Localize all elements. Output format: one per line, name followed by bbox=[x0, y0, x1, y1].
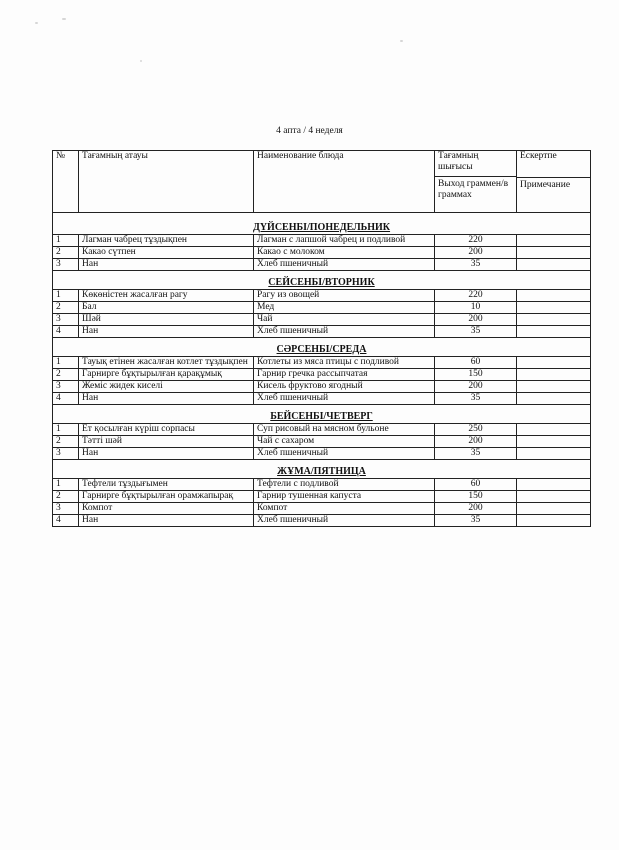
header-name-kz: Тағамның атауы bbox=[79, 151, 254, 213]
dish-name-kz: Гарнирге бұқтырылған орамжапырақ bbox=[79, 491, 254, 503]
table-row bbox=[53, 515, 591, 527]
day-header-row bbox=[53, 460, 591, 479]
table-row bbox=[53, 290, 591, 302]
dish-name-ru: Котлеты из мяса птицы с подливой bbox=[254, 357, 435, 369]
item-number: 2 bbox=[53, 436, 79, 448]
dish-name-kz: Какао сүтпен bbox=[79, 247, 254, 259]
dish-yield: 250 bbox=[435, 424, 517, 436]
dish-name-ru: Гарнир гречка рассыпчатая bbox=[254, 369, 435, 381]
dish-yield: 220 bbox=[435, 290, 517, 302]
header-yield bbox=[435, 151, 517, 213]
table-row bbox=[53, 424, 591, 436]
header-note-kz: Ескертпе bbox=[520, 151, 557, 161]
dish-note bbox=[517, 448, 591, 460]
dish-note bbox=[517, 314, 591, 326]
dish-name-ru: Хлеб пшеничный bbox=[254, 448, 435, 460]
dish-note bbox=[517, 247, 591, 259]
table-row bbox=[53, 326, 591, 338]
dish-note bbox=[517, 479, 591, 491]
dish-note bbox=[517, 235, 591, 247]
dish-name-ru: Лагман с лапшой чабрец и подливой bbox=[254, 235, 435, 247]
day-name: ДҮЙСЕНБІ/ПОНЕДЕЛЬНИК bbox=[53, 213, 591, 235]
dish-note bbox=[517, 436, 591, 448]
dish-name-ru: Какао с молоком bbox=[254, 247, 435, 259]
dish-name-ru: Гарнир тушенная капуста bbox=[254, 491, 435, 503]
page-title: 4 апта / 4 неделя bbox=[276, 126, 343, 136]
table-row bbox=[53, 479, 591, 491]
table-row bbox=[53, 448, 591, 460]
table-row bbox=[53, 247, 591, 259]
dish-yield: 35 bbox=[435, 326, 517, 338]
dish-yield: 60 bbox=[435, 479, 517, 491]
day-name: СӘРСЕНБІ/СРЕДА bbox=[53, 338, 591, 357]
item-number: 3 bbox=[53, 381, 79, 393]
day-name: БЕЙСЕНБІ/ЧЕТВЕРГ bbox=[53, 405, 591, 424]
item-number: 3 bbox=[53, 314, 79, 326]
day-name: СЕЙСЕНБІ/ВТОРНИК bbox=[53, 271, 591, 290]
dish-name-ru: Хлеб пшеничный bbox=[254, 326, 435, 338]
dish-name-kz: Лагман чабрец тұздықпен bbox=[79, 235, 254, 247]
item-number: 4 bbox=[53, 515, 79, 527]
dish-name-ru: Хлеб пшеничный bbox=[254, 515, 435, 527]
dish-note bbox=[517, 503, 591, 515]
dish-name-kz: Гарнирге бұқтырылған қарақұмық bbox=[79, 369, 254, 381]
item-number: 2 bbox=[53, 369, 79, 381]
day-name: ЖҰМА/ПЯТНИЦА bbox=[53, 460, 591, 479]
dish-name-kz: Нан bbox=[79, 259, 254, 271]
dish-note bbox=[517, 369, 591, 381]
dish-yield: 35 bbox=[435, 393, 517, 405]
dish-note bbox=[517, 393, 591, 405]
menu-table bbox=[52, 150, 591, 527]
dish-name-kz: Шәй bbox=[79, 314, 254, 326]
dish-yield: 35 bbox=[435, 515, 517, 527]
dish-name-kz: Тәтті шәй bbox=[79, 436, 254, 448]
dish-yield: 200 bbox=[435, 247, 517, 259]
item-number: 1 bbox=[53, 290, 79, 302]
item-number: 3 bbox=[53, 503, 79, 515]
dish-yield: 200 bbox=[435, 381, 517, 393]
dish-yield: 10 bbox=[435, 302, 517, 314]
header-num: № bbox=[53, 151, 79, 213]
dish-yield: 220 bbox=[435, 235, 517, 247]
dish-name-kz: Нан bbox=[79, 393, 254, 405]
table-row bbox=[53, 369, 591, 381]
dish-yield: 200 bbox=[435, 314, 517, 326]
dish-name-kz: Ет қосылған күріш сорпасы bbox=[79, 424, 254, 436]
dish-note bbox=[517, 259, 591, 271]
dish-note bbox=[517, 515, 591, 527]
dish-name-ru: Мед bbox=[254, 302, 435, 314]
scan-speck bbox=[62, 18, 66, 20]
day-header-row bbox=[53, 338, 591, 357]
table-row bbox=[53, 491, 591, 503]
day-header-row bbox=[53, 271, 591, 290]
table-row bbox=[53, 259, 591, 271]
header-yield-ru: Выход граммен/в граммах bbox=[435, 176, 516, 201]
dish-yield: 35 bbox=[435, 448, 517, 460]
item-number: 2 bbox=[53, 247, 79, 259]
dish-name-ru: Чай с сахаром bbox=[254, 436, 435, 448]
dish-name-ru: Чай bbox=[254, 314, 435, 326]
dish-yield: 35 bbox=[435, 259, 517, 271]
table-header-row bbox=[53, 151, 591, 213]
day-header-row bbox=[53, 405, 591, 424]
dish-name-ru: Рагу из овощей bbox=[254, 290, 435, 302]
table-row bbox=[53, 393, 591, 405]
dish-name-kz: Компот bbox=[79, 503, 254, 515]
dish-yield: 200 bbox=[435, 503, 517, 515]
table-row bbox=[53, 235, 591, 247]
dish-note bbox=[517, 491, 591, 503]
dish-name-ru: Компот bbox=[254, 503, 435, 515]
header-name-ru: Наименование блюда bbox=[254, 151, 435, 213]
item-number: 1 bbox=[53, 235, 79, 247]
table-row bbox=[53, 302, 591, 314]
dish-name-kz: Нан bbox=[79, 515, 254, 527]
dish-yield: 150 bbox=[435, 369, 517, 381]
dish-note bbox=[517, 357, 591, 369]
item-number: 2 bbox=[53, 302, 79, 314]
dish-name-ru: Суп рисовый на мясном бульоне bbox=[254, 424, 435, 436]
dish-name-kz: Бал bbox=[79, 302, 254, 314]
dish-name-ru: Хлеб пшеничный bbox=[254, 393, 435, 405]
dish-name-kz: Жеміс жидек киселі bbox=[79, 381, 254, 393]
day-header-row bbox=[53, 213, 591, 235]
menu-table-body bbox=[53, 151, 591, 527]
dish-name-kz: Нан bbox=[79, 448, 254, 460]
dish-name-kz: Тефтели тұздығымен bbox=[79, 479, 254, 491]
item-number: 1 bbox=[53, 479, 79, 491]
dish-yield: 150 bbox=[435, 491, 517, 503]
item-number: 1 bbox=[53, 357, 79, 369]
item-number: 4 bbox=[53, 326, 79, 338]
scan-speck bbox=[35, 22, 38, 24]
dish-yield: 60 bbox=[435, 357, 517, 369]
table-row bbox=[53, 314, 591, 326]
table-row bbox=[53, 357, 591, 369]
item-number: 3 bbox=[53, 448, 79, 460]
dish-note bbox=[517, 381, 591, 393]
scan-speck bbox=[400, 40, 403, 42]
item-number: 2 bbox=[53, 491, 79, 503]
dish-name-ru: Кисель фруктово ягодный bbox=[254, 381, 435, 393]
header-yield-kz: Тағамның шығысы bbox=[438, 151, 479, 172]
header-note-ru: Примечание bbox=[517, 177, 590, 191]
dish-note bbox=[517, 302, 591, 314]
scan-speck bbox=[140, 60, 142, 62]
dish-note bbox=[517, 326, 591, 338]
table-row bbox=[53, 436, 591, 448]
dish-name-kz: Көкөністен жасалған рагу bbox=[79, 290, 254, 302]
item-number: 4 bbox=[53, 393, 79, 405]
dish-name-ru: Тефтели с подливой bbox=[254, 479, 435, 491]
dish-name-kz: Тауық етінен жасалған котлет тұздықпен bbox=[79, 357, 254, 369]
table-row bbox=[53, 381, 591, 393]
dish-yield: 200 bbox=[435, 436, 517, 448]
dish-note bbox=[517, 290, 591, 302]
header-note bbox=[517, 151, 591, 213]
table-row bbox=[53, 503, 591, 515]
item-number: 1 bbox=[53, 424, 79, 436]
dish-name-ru: Хлеб пшеничный bbox=[254, 259, 435, 271]
dish-name-kz: Нан bbox=[79, 326, 254, 338]
dish-note bbox=[517, 424, 591, 436]
item-number: 3 bbox=[53, 259, 79, 271]
